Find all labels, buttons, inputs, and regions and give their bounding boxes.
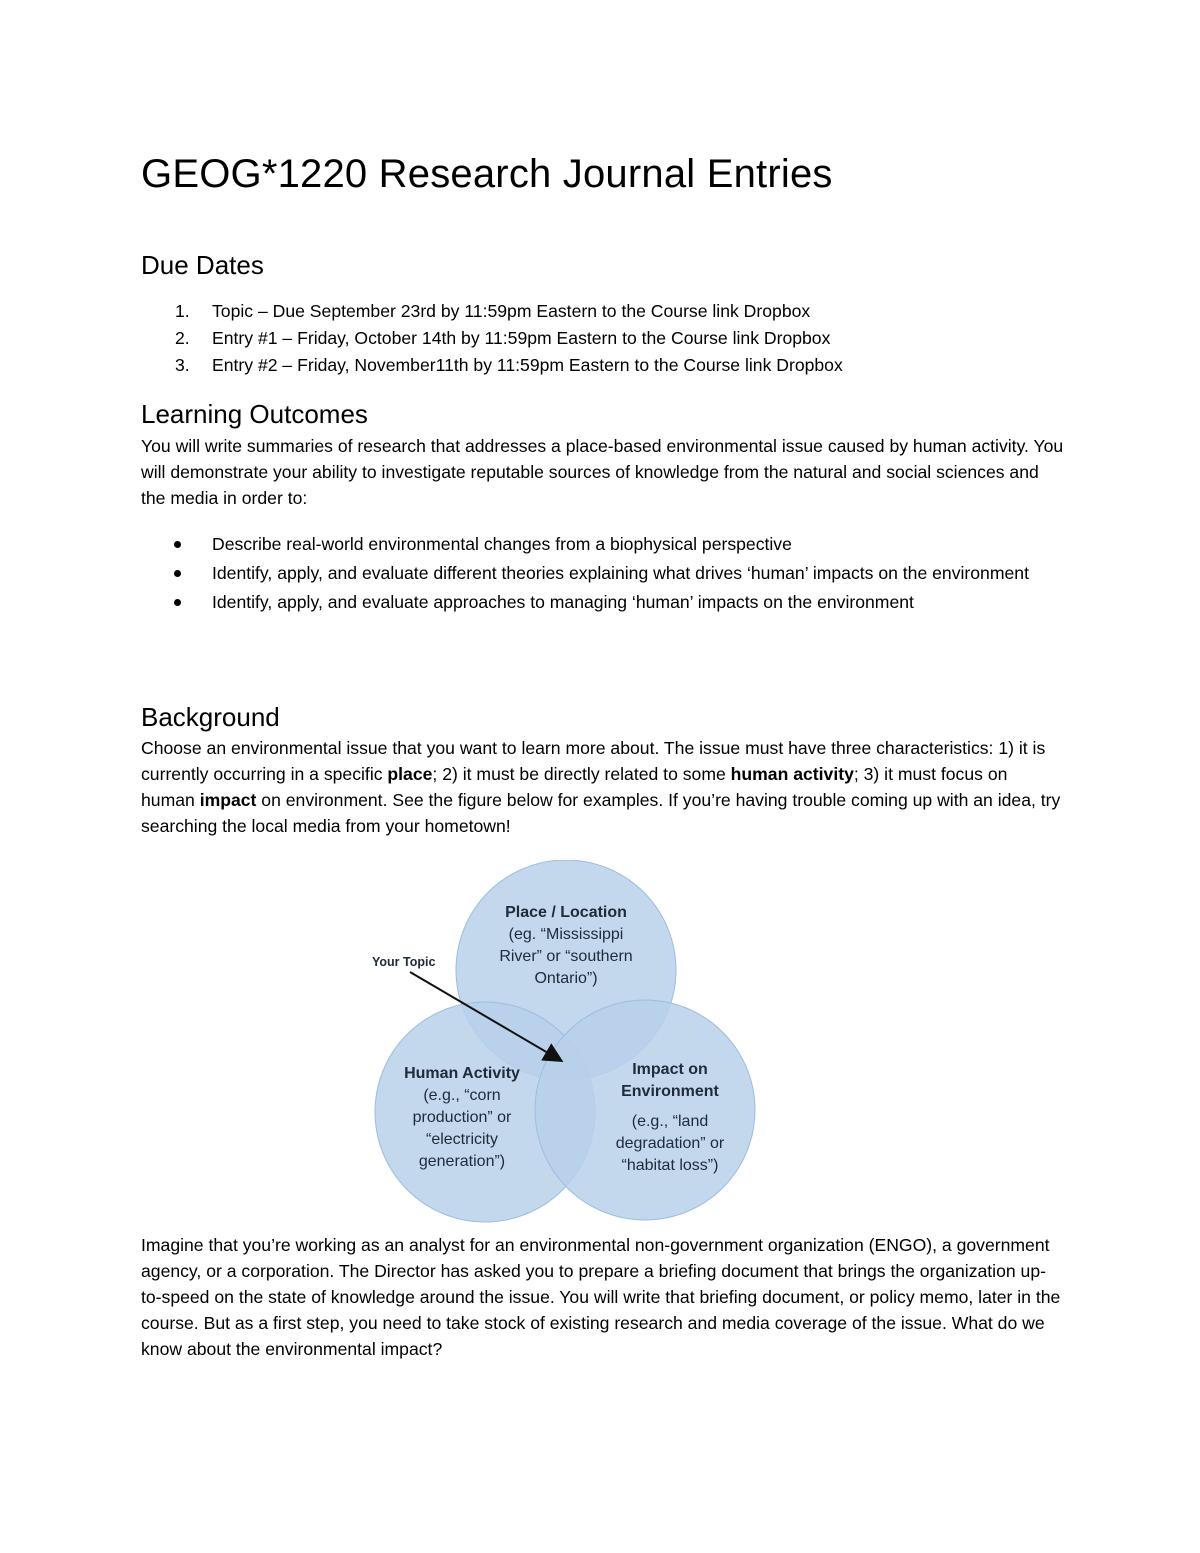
bullet-icon — [174, 570, 181, 577]
learning-outcomes-heading: Learning Outcomes — [141, 399, 368, 429]
venn-label-place: Place / Location (eg. “Mississippi River” or “southern Ontario”) — [499, 904, 633, 987]
list-item: 1. Topic – Due September 23rd by 11:59pm Eastern to the Course link Dropbox — [175, 301, 811, 321]
learning-outcomes-bullets — [141, 530, 1041, 617]
venn-label-impact: Impact on Environment (e.g., “land degradation” or “habitat loss”) — [615, 1061, 725, 1174]
due-dates-heading: Due Dates — [141, 250, 264, 280]
venn-label-human: Human Activity (e.g., “corn production” or “electricity generation”) — [404, 1065, 520, 1170]
learning-outcomes-intro: You will write summaries of research that addresses a place-based environmental issue caused by human activity. You will demonstrate your ability to investigate reputable sources of knowledge from the natural and social sciences and the media in order to: — [141, 436, 1064, 508]
list-item: Identify, apply, and evaluate approaches to managing ‘human’ impacts on the environment — [141, 588, 1041, 617]
list-item: Identify, apply, and evaluate different theories explaining what drives ‘human’ impacts on the environment — [141, 559, 1041, 588]
list-item: Describe real-world environmental changes from a biophysical perspective — [141, 530, 1041, 559]
your-topic-label: Your Topic — [372, 955, 436, 969]
due-dates-list — [141, 298, 1101, 379]
venn-diagram — [360, 860, 780, 1230]
bullet-icon — [174, 599, 181, 606]
background-paragraph-1: Choose an environmental issue that you want to learn more about. The issue must have three characteristics: 1) it is currently occurring in a specific place; 2) it must be directly related to some human activity; 3) it must focus on human impact on environment. See the figure below for examples. If you’re having trouble coming up with an idea, try searching the local media from your hometown! — [141, 738, 1061, 836]
list-item: 3. Entry #2 – Friday, November11th by 11:59pm Eastern to the Course link Dropbox — [175, 355, 843, 375]
list-item: 2. Entry #1 – Friday, October 14th by 11:59pm Eastern to the Course link Dropbox — [175, 328, 831, 348]
background-paragraph-2: Imagine that you’re working as an analyst for an environmental non-government organization (ENGO), a government agency, or a corporation. The Director has asked you to prepare a briefing document that brings the organization up-to-speed on the state of knowledge around the issue. You will write that briefing document, or policy memo, later in the course. But as a first step, you need to take stock of existing research and media coverage of the issue. What do we know about the environmental impact? — [141, 1235, 1061, 1359]
page-title: GEOG*1220 Research Journal Entries — [141, 152, 833, 196]
bullet-icon — [174, 541, 181, 548]
background-heading: Background — [141, 702, 280, 732]
